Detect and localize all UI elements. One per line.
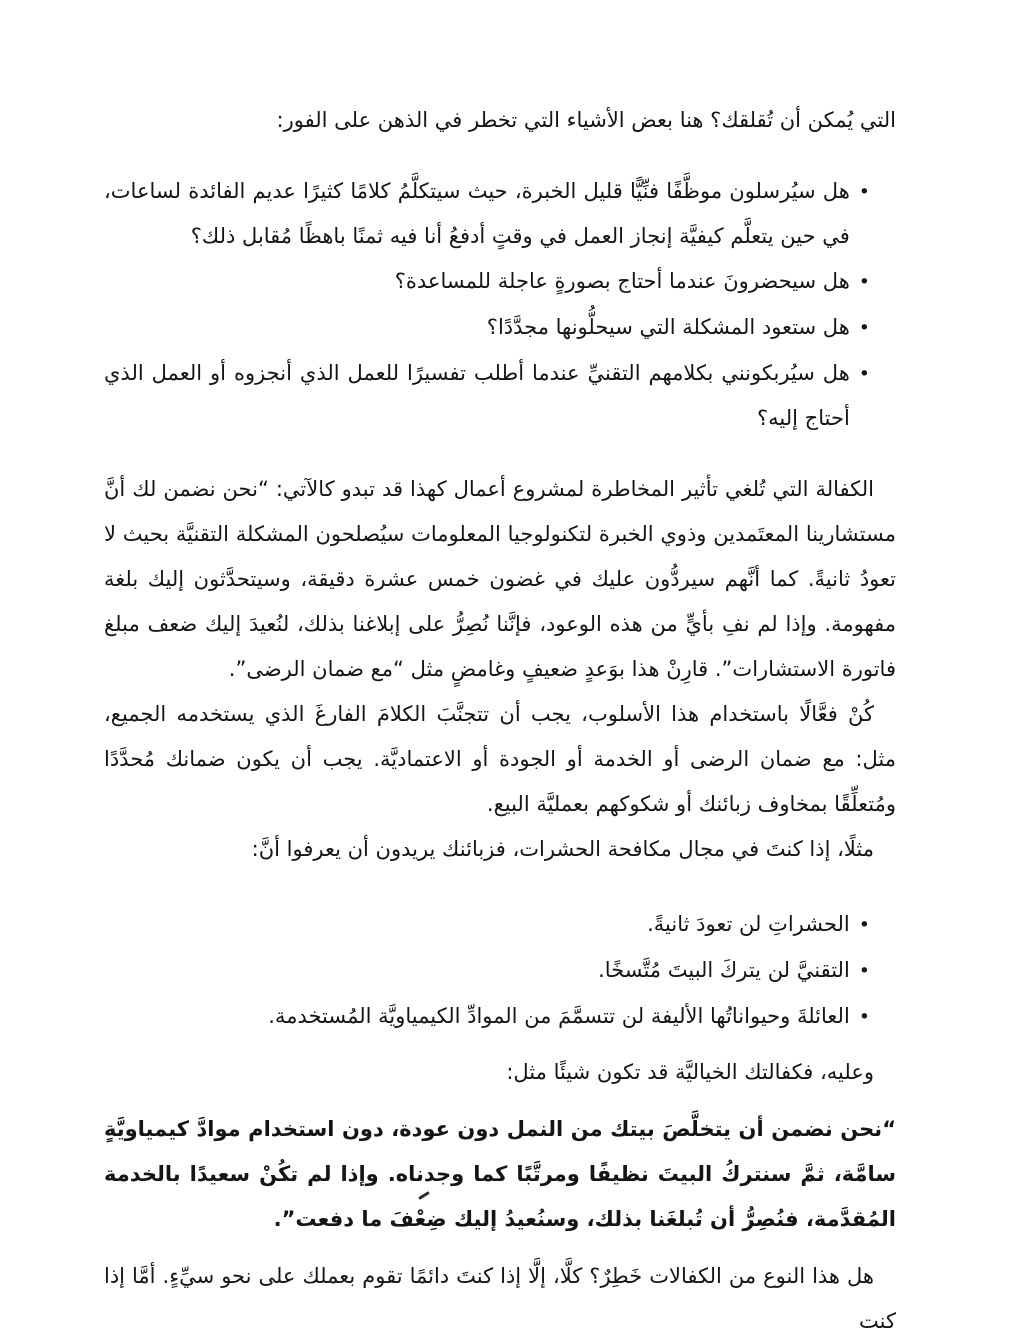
bullet-icon: • <box>858 181 870 203</box>
effective-style-paragraph: كُنْ فعَّالًا باستخدام هذا الأسلوب، يجب أن تتجنَّبَ الكلامَ الفارغَ الذي يستخدمه الجميع، مثل: مع ضمان الرضى أو الخدمة أو الجودة أو الاعتماديَّة. يجب أن يكون ضمانك مُحدَّدًا ومُتعلِّقًا بمخاوف زبائنك أو شكوكهم بعمليَّة البيع. <box>104 702 896 816</box>
list-item-text: هل سيُرسلون موظَّفًا فنِّيًّا قليل الخبرة، حيث سيتكلَّمُ كلامًا كثيرًا عديم الفائدة لساعات، في حين يتعلَّم كيفيَّة إنجاز العمل في وقتٍ أدفعُ أنا فيه ثمنًا باهظًا مُقابل ذلك؟ <box>104 179 850 248</box>
list-item <box>104 351 870 441</box>
list-item <box>104 902 870 948</box>
bullet-icon: • <box>858 317 870 339</box>
closing-paragraph: هل هذا النوع من الكفالات خَطِرٌ؟ كلَّا، إلَّا إذا كنتَ دائمًا تقوم بعملك على نحو سيِّءٍ. أمَّا إذا كنت <box>104 1264 896 1333</box>
pest-control-intro-paragraph: مثلًا، إذا كنتَ في مجال مكافحة الحشرات، فزبائنك يريدون أن يعرفوا أنَّ: <box>251 837 874 861</box>
lead-paragraph: التي يُمكن أن تُقلقك؟ هنا بعض الأشياء التي تخطر في الذهن على الفور: <box>276 108 896 132</box>
list-item <box>104 169 870 259</box>
list-item <box>104 305 870 351</box>
list-item <box>104 994 870 1040</box>
pest-control-promises-list <box>104 902 896 1040</box>
list-item-text: هل سيحضرونَ عندما أحتاج بصورةٍ عاجلة للمساعدة؟ <box>394 269 850 293</box>
guarantee-paragraph: الكفالة التي تُلغي تأثير المخاطرة لمشروع أعمال كهذا قد تبدو كالآتي: “نحن نضمن لك أنَّ مستشارينا المعتَمدين وذوي الخبرة لتكنولوجيا المعلومات سيُصلحون المشكلة التقنيَّة بحيث لا تعودُ ثانيةً. كما أنَّهم سيردُّون عليك في غضون خمس عشرة دقيقة، وسيتحدَّثون إليك بلغة مفهومة. وإذا لم نفِ بأيٍّ من هذه الوعود، فإنَّنا نُصِرُّ على إبلاغنا بذلك، لنُعيدَ إليك ضعف مبلغ فاتورة الاستشارات”. قارِنْ هذا بوَعدٍ ضعيفٍ وغامضٍ مثل “مع ضمان الرضى”. <box>104 477 896 681</box>
thus-paragraph: وعليه، فكفالتك الخياليَّة قد تكون شيئًا مثل: <box>506 1060 874 1084</box>
list-item-text: هل سيُربكونني بكلامهم التقنيِّ عندما أطلب تفسيرًا للعمل الذي أنجزوه أو العمل الذي أحتاج إليه؟ <box>104 361 850 430</box>
list-item-text: التقنيَّ لن يتركَ البيتَ مُتَّسخًا. <box>598 958 850 982</box>
bullet-icon: • <box>858 1006 870 1028</box>
list-item-text: هل ستعود المشكلة التي سيحلُّونها مجدَّدًا؟ <box>486 315 850 339</box>
bullet-icon: • <box>858 271 870 293</box>
list-item-text: الحشراتِ لن تعودَ ثانيةً. <box>647 912 850 936</box>
list-item-text: العائلةَ وحيواناتُها الأليفة لن تتسمَّمَ من الموادِّ الكيمياويَّة المُستخدمة. <box>268 1004 850 1028</box>
sample-guarantee-quote: “نحن نضمن أن يتخلَّصَ بيتك من النمل دون عودة، دون استخدام موادَّ كيمياويَّةٍ سامَّة، ثمَّ سنتركُ البيتَ نظيفًا ومرتَّبًا كما وجدناه. وإذا لم تكُنْ سعيدًا بالخدمة المُقدَّمة، فنُصِرُّ أن تُبلغَنا بذلك، وسنُعيدُ إليك ضِعْفَ ما دفعت”. <box>104 1117 896 1231</box>
concern-questions-list <box>104 169 896 441</box>
bullet-icon: • <box>858 363 870 385</box>
bullet-icon: • <box>858 960 870 982</box>
list-item <box>104 948 870 994</box>
list-item <box>104 259 870 305</box>
bullet-icon: • <box>858 914 870 936</box>
